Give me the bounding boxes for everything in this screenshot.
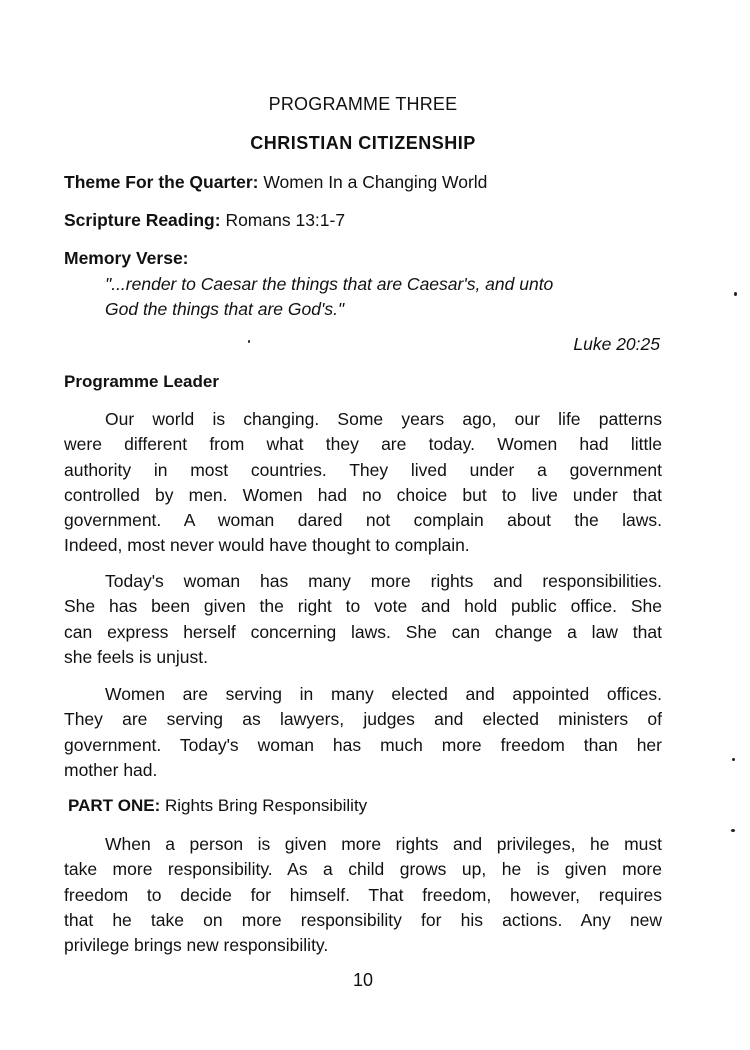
paragraph-line: Our world is changing. Some years ago, our life patterns — [105, 409, 662, 429]
paragraph — [64, 832, 662, 958]
paragraph-line: freedom to decide for himself. That freedom, however, requires — [64, 884, 662, 905]
section-heading-part-one — [68, 796, 367, 816]
verse-reference: Luke 20:25 — [573, 334, 660, 354]
part-one-title: Rights Bring Responsibility — [164, 796, 368, 815]
paragraph-line: government. A woman dared not complain about the laws. — [64, 510, 662, 531]
paragraph-line: Women are serving in many elected and appointed offices. — [105, 684, 662, 704]
theme-value: Women In a Changing World — [263, 172, 488, 192]
paragraph-line: controlled by men. Women had no choice but to live under that — [64, 484, 662, 505]
section-heading-leader: Programme Leader — [64, 372, 219, 391]
paragraph-line: When a person is given more rights and privileges, he must — [105, 834, 662, 854]
paragraph-line: that he take on more responsibility for his actions. Any new — [64, 909, 662, 930]
paragraph — [64, 682, 662, 783]
memory-verse — [105, 272, 665, 322]
paragraph-line: take more responsibility. As a child grows up, he is given more — [64, 859, 662, 880]
scan-speck — [732, 758, 735, 761]
theme-label: Theme For the Quarter: — [64, 172, 259, 192]
paragraph-line: privilege brings new responsibility. — [64, 935, 329, 956]
paragraph-line: mother had. — [64, 759, 158, 780]
page-title: CHRISTIAN CITIZENSHIP — [250, 133, 476, 153]
paragraph-line: government. Today's woman has much more freedom than her — [64, 734, 662, 755]
paragraph — [64, 569, 662, 670]
page-number: 10 — [352, 970, 374, 990]
paragraph-line: Today's woman has many more rights and responsibilities. — [105, 571, 662, 591]
paragraph — [64, 407, 662, 559]
paragraph-line: can express herself concerning laws. She can change a law that — [64, 621, 662, 642]
paragraph-line: She has been given the right to vote and hold public office. She — [64, 596, 662, 617]
paragraph-line: authority in most countries. They lived under a government — [64, 459, 662, 480]
scripture-label: Scripture Reading: — [64, 210, 221, 230]
memory-verse-line: "...render to Caesar the things that are Caesar's, and unto — [105, 274, 554, 294]
paragraph-line: were different from what they are today. Women had little — [64, 434, 662, 455]
scripture-line — [64, 210, 345, 231]
memory-verse-line: God the things that are God's." — [105, 299, 345, 319]
paragraph-line: They are serving as lawyers, judges and elected ministers of — [64, 709, 662, 730]
scan-speck — [248, 340, 250, 343]
part-one-label: PART ONE: — [68, 796, 161, 815]
document-page — [64, 0, 662, 1050]
scan-speck — [734, 292, 737, 296]
scripture-value: Romans 13:1-7 — [225, 210, 346, 230]
memory-verse-label: Memory Verse: — [64, 248, 189, 268]
paragraph-line: Indeed, most never would have thought to complain. — [64, 535, 470, 556]
theme-line — [64, 172, 487, 193]
paragraph-line: she feels is unjust. — [64, 646, 208, 667]
programme-number: PROGRAMME THREE — [268, 94, 458, 114]
scan-speck — [731, 829, 735, 832]
